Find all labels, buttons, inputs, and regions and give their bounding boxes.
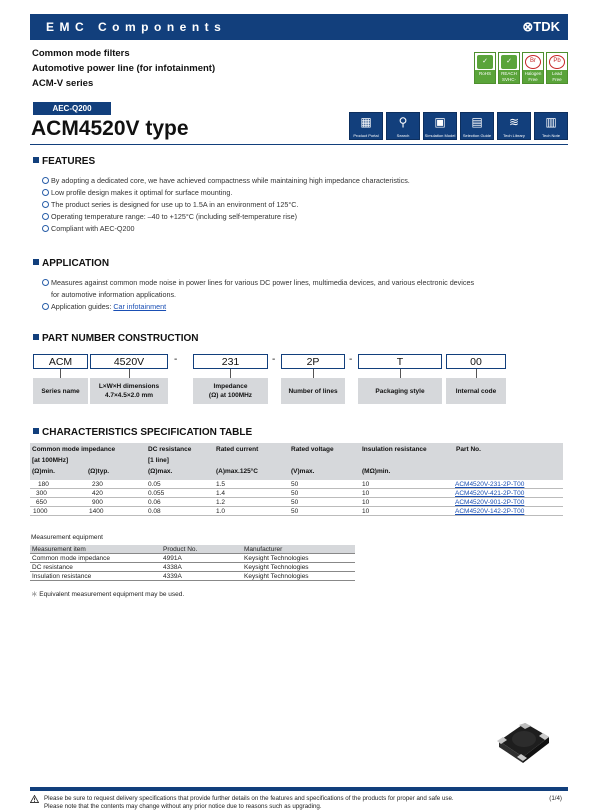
unit-current: (A)max.125°C <box>216 468 258 475</box>
car-infotainment-link[interactable]: Car infotainment <box>113 302 167 311</box>
halogen-free-badge: Br Halogen Free <box>522 52 544 84</box>
col-rated-voltage: Rated voltage <box>291 446 334 453</box>
pn-code-lines: 2P <box>281 354 345 369</box>
footer-line-2: Please note that the contents may change without any prior notice due to reasons such as upgrading. <box>44 802 322 810</box>
application-guide-item: Application guides: Car infotainment <box>42 301 562 312</box>
page-number: (1/4) <box>549 795 562 802</box>
unit-insulation: (MΩ)min. <box>362 468 391 475</box>
characteristics-heading: CHARACTERISTICS SPECIFICATION TABLE <box>33 427 252 438</box>
col-dc-resistance: DC resistance <box>148 446 192 453</box>
lead-free-badge: Pb Lead Free <box>546 52 568 84</box>
compliance-badges <box>474 52 568 88</box>
pn-code-internal: 00 <box>446 354 506 369</box>
reach-badge: ✓ REACH SVHC-Free <box>498 52 520 84</box>
circle-bullet-icon <box>42 279 49 286</box>
table-row: DC resistance 4338A Keysight Technologies <box>30 563 355 572</box>
unit-voltage: (V)max. <box>291 468 315 475</box>
feature-item: Operating temperature range: –40 to +125°C (including self-temperature rise) <box>42 211 562 222</box>
pn-label-dimensions: L×W×H dimensions 4.7×4.5×2.0 mm <box>90 378 168 404</box>
brand-bar <box>30 14 568 40</box>
aec-q200-tag: AEC-Q200 <box>33 102 111 115</box>
subtitle-line-3: ACM-V series <box>32 78 94 89</box>
application-item-continued: for automotive information applications. <box>51 290 177 299</box>
tech-note-button[interactable]: ▥ Tech Note <box>534 112 568 140</box>
nav-buttons <box>349 112 568 140</box>
part-number-link[interactable]: ACM4520V-421-2P-T00 <box>455 490 525 497</box>
brand-bar-title: EMC Components <box>46 20 227 34</box>
features-heading: FEATURES <box>33 156 95 167</box>
circle-bullet-icon <box>42 303 49 310</box>
application-heading: APPLICATION <box>33 258 109 269</box>
search-button[interactable]: ⚲ Search <box>386 112 420 140</box>
part-number-link[interactable]: ACM4520V-231-2P-T00 <box>455 481 525 488</box>
circle-bullet-icon <box>42 201 49 208</box>
feature-item: Low profile design makes it optimal for surface mounting. <box>42 187 562 198</box>
rohs-badge: ✓ RoHS <box>474 52 496 84</box>
pn-dash: - <box>272 354 276 365</box>
feature-item: By adopting a dedicated core, we have achieved compactness while maintaining high impedance characteristics. <box>42 175 562 186</box>
measurement-header: Measurement item Product No. Manufacturer <box>30 545 355 554</box>
pn-dash: - <box>349 354 353 365</box>
part-number-heading: PART NUMBER CONSTRUCTION <box>33 333 198 344</box>
tdk-logo: ⊗TDK <box>522 19 560 34</box>
circle-bullet-icon <box>42 177 49 184</box>
pn-label-lines: Number of lines <box>281 378 345 404</box>
pn-label-series: Series name <box>33 378 88 404</box>
simulation-model-button[interactable]: ▣ Simulation Model <box>423 112 457 140</box>
subtitle-line-2: Automotive power line (for infotainment) <box>32 63 216 74</box>
pn-code-dimensions: 4520V <box>90 354 168 369</box>
pn-label-packaging: Packaging style <box>358 378 442 404</box>
pn-label-impedance: Impedance (Ω) at 100MHz <box>193 378 268 404</box>
unit-max: (Ω)max. <box>148 468 173 475</box>
col-insulation: Insulation resistance <box>362 446 427 453</box>
unit-typ: (Ω)typ. <box>88 468 110 475</box>
title-rule <box>30 144 568 145</box>
feature-item: Compliant with AEC-Q200 <box>42 223 562 234</box>
table-row: 1000 1400 0.08 1.0 50 10 ACM4520V-142-2P-T00 <box>30 507 563 516</box>
circle-bullet-icon <box>42 225 49 232</box>
pn-dash: - <box>174 354 178 365</box>
col-impedance-sub: [at 100MHz] <box>32 457 69 464</box>
table-row: Insulation resistance 4339A Keysight Technologies <box>30 572 355 581</box>
col-impedance: Common mode impedance <box>32 446 116 453</box>
lead-icon: Pb <box>549 55 565 69</box>
part-number-link[interactable]: ACM4520V-901-2P-T00 <box>455 499 525 506</box>
col-dc-sub: [1 line] <box>148 457 169 464</box>
col-part-no: Part No. <box>456 446 481 453</box>
pn-label-internal: Internal code <box>446 378 506 404</box>
part-number-link[interactable]: ACM4520V-142-2P-T00 <box>455 508 525 515</box>
table-row: 180 230 0.05 1.5 50 10 ACM4520V-231-2P-T00 <box>30 480 563 489</box>
pn-code-packaging: T <box>358 354 442 369</box>
unit-min: (Ω)min. <box>32 468 55 475</box>
table-row: 300 420 0.055 1.4 50 10 ACM4520V-421-2P-T00 <box>30 489 563 498</box>
stack-icon: ≋ <box>508 115 520 129</box>
pn-code-series: ACM <box>33 354 88 369</box>
table-row: Common mode impedance 4991A Keysight Technologies <box>30 554 355 563</box>
application-item: Measures against common mode noise in power lines for various DC power lines, multimedia devices, and various electronic devices <box>42 277 562 288</box>
book-icon: ▥ <box>545 115 557 129</box>
subtitle-line-1: Common mode filters <box>32 48 130 59</box>
check-icon: ✓ <box>477 55 493 69</box>
circle-bullet-icon <box>42 213 49 220</box>
footer-rule <box>30 787 568 791</box>
halogen-icon: Br <box>525 55 541 69</box>
col-rated-current: Rated current <box>216 446 259 453</box>
tech-library-button[interactable]: ≋ Tech Library <box>497 112 531 140</box>
component-image <box>495 715 553 765</box>
footer-line-1: Please be sure to request delivery specifications that provide further details on the features and specifications of the products for proper and safe use. <box>44 795 454 802</box>
pn-code-impedance: 231 <box>193 354 268 369</box>
measurement-note: ＊ Equivalent measurement equipment may be used. <box>31 591 185 598</box>
product-portal-button[interactable]: ▦ Product Portal <box>349 112 383 140</box>
check-icon: ✓ <box>501 55 517 69</box>
page-title: ACM4520V type <box>31 117 189 140</box>
feature-item: The product series is designed for use up to 1.5A in an environment of 125°C. <box>42 199 562 210</box>
warning-icon <box>30 795 39 803</box>
monitor-icon: ▣ <box>434 115 446 129</box>
search-icon: ⚲ <box>398 115 408 129</box>
grid-icon: ▤ <box>471 115 483 129</box>
selection-guide-button[interactable]: ▤ Selection Guide <box>460 112 494 140</box>
measurement-title: Measurement equipment <box>31 534 103 541</box>
circle-bullet-icon <box>42 189 49 196</box>
portal-icon: ▦ <box>360 115 372 129</box>
table-row: 650 900 0.06 1.2 50 10 ACM4520V-901-2P-T00 <box>30 498 563 507</box>
